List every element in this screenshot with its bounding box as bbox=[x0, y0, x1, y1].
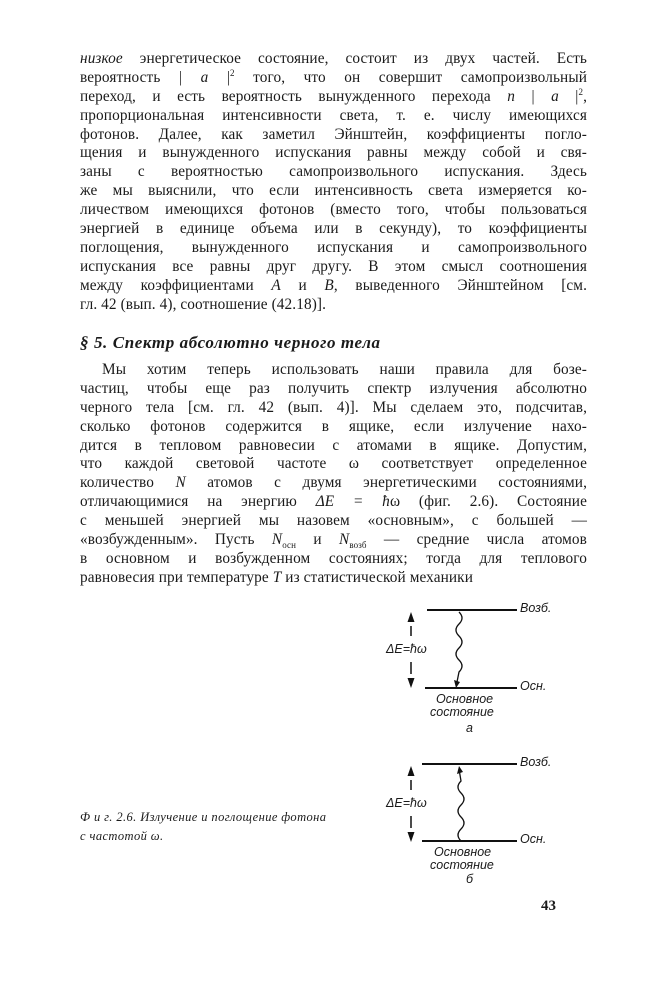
text-run: , выведенного Эйнштейном [см. bbox=[333, 276, 588, 294]
text-line bbox=[80, 550, 587, 569]
caption-line: с частотой ω. bbox=[80, 829, 164, 843]
text-line bbox=[80, 182, 587, 201]
ground-level-label: Осн. bbox=[520, 832, 547, 846]
energy-gap-label: ΔE=ħω bbox=[386, 642, 427, 656]
figure-caption bbox=[80, 808, 326, 846]
math-symbol: A bbox=[271, 276, 281, 294]
text-run: пропорциональная интенсивности света, т. е. числу имеющихся bbox=[80, 106, 587, 124]
text-run: ω (фиг. 2.6). Состояние bbox=[389, 493, 587, 511]
text-run: же мы выяснили, что если интенсивность света измеряется ко- bbox=[80, 182, 587, 200]
text-run: 2 bbox=[230, 67, 235, 78]
text-line bbox=[80, 144, 587, 163]
math-symbol: N bbox=[339, 531, 350, 549]
text-run: в основном и возбужденном состояниях; тогда для теплового bbox=[80, 549, 587, 567]
text-run: — средние числа атомов bbox=[366, 531, 587, 549]
text-run: черного тела [см. гл. 42 (вып. 4)]. Мы сделаем это, подсчитав, bbox=[80, 398, 587, 416]
text-line bbox=[80, 107, 587, 126]
text-line bbox=[80, 493, 587, 512]
text-line bbox=[80, 512, 587, 531]
text-run: щения и вынужденного испускания равны между собой и свя- bbox=[80, 144, 587, 162]
text-run: того, что он совершит самопроизвольный bbox=[234, 68, 587, 86]
text-run: личеством имеющихся фотонов (вместо того, чтобы пользоваться bbox=[80, 201, 587, 219]
text-run: энергией в единице объема или в секунду), то коэффициенты bbox=[80, 220, 587, 238]
math-symbol: a bbox=[551, 87, 559, 105]
text-run: вероятность | bbox=[80, 68, 201, 86]
text-run: отличающимися на энергию bbox=[80, 493, 316, 511]
text-run: осн bbox=[282, 540, 297, 551]
text-run: количество bbox=[80, 474, 176, 492]
section-heading: § 5. Спектр абсолютно черного тела bbox=[80, 333, 381, 352]
ground-state-label-1: Основное bbox=[436, 692, 494, 706]
text-line bbox=[80, 69, 587, 88]
text-run: Мы хотим теперь использовать наши правила для бозе- bbox=[102, 361, 587, 378]
text-run: из статистической механики bbox=[281, 568, 473, 586]
math-symbol: ΔE = ħ bbox=[315, 493, 390, 511]
text-line bbox=[80, 569, 587, 588]
ground-state-label-2: состояние bbox=[430, 705, 494, 719]
excited-level-label: Возб. bbox=[520, 601, 552, 615]
page-number: 43 bbox=[541, 898, 556, 914]
text-run: | bbox=[558, 87, 579, 105]
text-run: с меньшей энергией мы назовем «основным», с большей — bbox=[80, 512, 587, 530]
text-line bbox=[80, 50, 587, 69]
text-run: между коэффициентами bbox=[80, 276, 272, 294]
text-run: поглощения, вынужденного испускания и самопроизвольного bbox=[80, 238, 587, 256]
ground-state-label-1: Основное bbox=[434, 845, 492, 859]
figure-2-6-a bbox=[370, 596, 550, 736]
paragraph-blackbody bbox=[80, 361, 587, 588]
text-line bbox=[80, 418, 587, 437]
text-run: заны с вероятностью самопроизвольного испускания. Здесь bbox=[80, 163, 587, 181]
text-line bbox=[80, 437, 587, 456]
text-line bbox=[80, 455, 587, 474]
text-run: гл. 42 (вып. 4), соотношение (42.18)]. bbox=[80, 295, 327, 313]
text-line bbox=[80, 201, 587, 220]
text-run: | bbox=[515, 87, 552, 105]
energy-gap-label: ΔE=ħω bbox=[386, 796, 427, 810]
ground-state-label-2: состояние bbox=[430, 858, 494, 872]
math-symbol: N bbox=[175, 474, 186, 492]
text-run: сколько фотонов содержится в ящике, если излучение нахо- bbox=[80, 417, 587, 435]
math-symbol: T bbox=[272, 568, 282, 586]
math-symbol: B bbox=[324, 276, 334, 294]
text-run: , bbox=[583, 87, 587, 105]
figure-2-6-b bbox=[370, 750, 550, 890]
text-line bbox=[80, 531, 587, 550]
caption-line: Ф и г. 2.6. Излучение и поглощение фотона bbox=[80, 810, 327, 824]
math-symbol: низкое bbox=[80, 50, 123, 67]
math-symbol: n bbox=[507, 87, 515, 105]
text-run: фотонов. Далее, как заметил Эйнштейн, коэффициенты погло- bbox=[80, 125, 587, 143]
text-run: дится в тепловом равновесии с атомами в ящике. Допустим, bbox=[80, 436, 587, 454]
text-run: переход, и есть вероятность вынужденного перехода bbox=[80, 87, 508, 105]
text-run: и bbox=[280, 276, 325, 294]
text-line bbox=[80, 126, 587, 145]
text-run: энергетическое состояние, состоит из двух частей. Есть bbox=[122, 50, 587, 67]
text-run: атомов с двумя энергетическими состояниями, bbox=[185, 474, 587, 492]
text-run: испускания все равны друг другу. В этом смысл соотношения bbox=[80, 257, 587, 275]
paragraph-continued bbox=[80, 50, 587, 314]
text-line bbox=[80, 380, 587, 399]
text-run: и bbox=[296, 531, 340, 549]
text-run: | bbox=[208, 68, 231, 86]
excited-level-label: Возб. bbox=[520, 755, 552, 769]
panel-label: б bbox=[466, 872, 474, 886]
text-run: частиц, чтобы еще раз получить спектр излучения абсолютно bbox=[80, 379, 587, 397]
ground-level-label: Осн. bbox=[520, 679, 547, 693]
panel-label: а bbox=[466, 721, 473, 735]
text-run: что каждой световой частоте ω соответствует определенное bbox=[80, 455, 587, 473]
text-run: «возбужденным». Пусть bbox=[80, 531, 272, 549]
text-line bbox=[80, 361, 587, 380]
math-symbol: N bbox=[271, 531, 283, 549]
text-line bbox=[80, 258, 587, 277]
text-line bbox=[80, 277, 587, 296]
math-symbol: a bbox=[200, 68, 209, 86]
text-run: равновесия при температуре bbox=[80, 568, 273, 586]
text-line bbox=[80, 88, 587, 107]
text-line bbox=[80, 163, 587, 182]
text-line bbox=[80, 399, 587, 418]
text-run: возб bbox=[349, 540, 367, 551]
text-line bbox=[80, 296, 587, 315]
text-run: 2 bbox=[578, 86, 584, 97]
text-line bbox=[80, 239, 587, 258]
text-line bbox=[80, 220, 587, 239]
text-line bbox=[80, 474, 587, 493]
